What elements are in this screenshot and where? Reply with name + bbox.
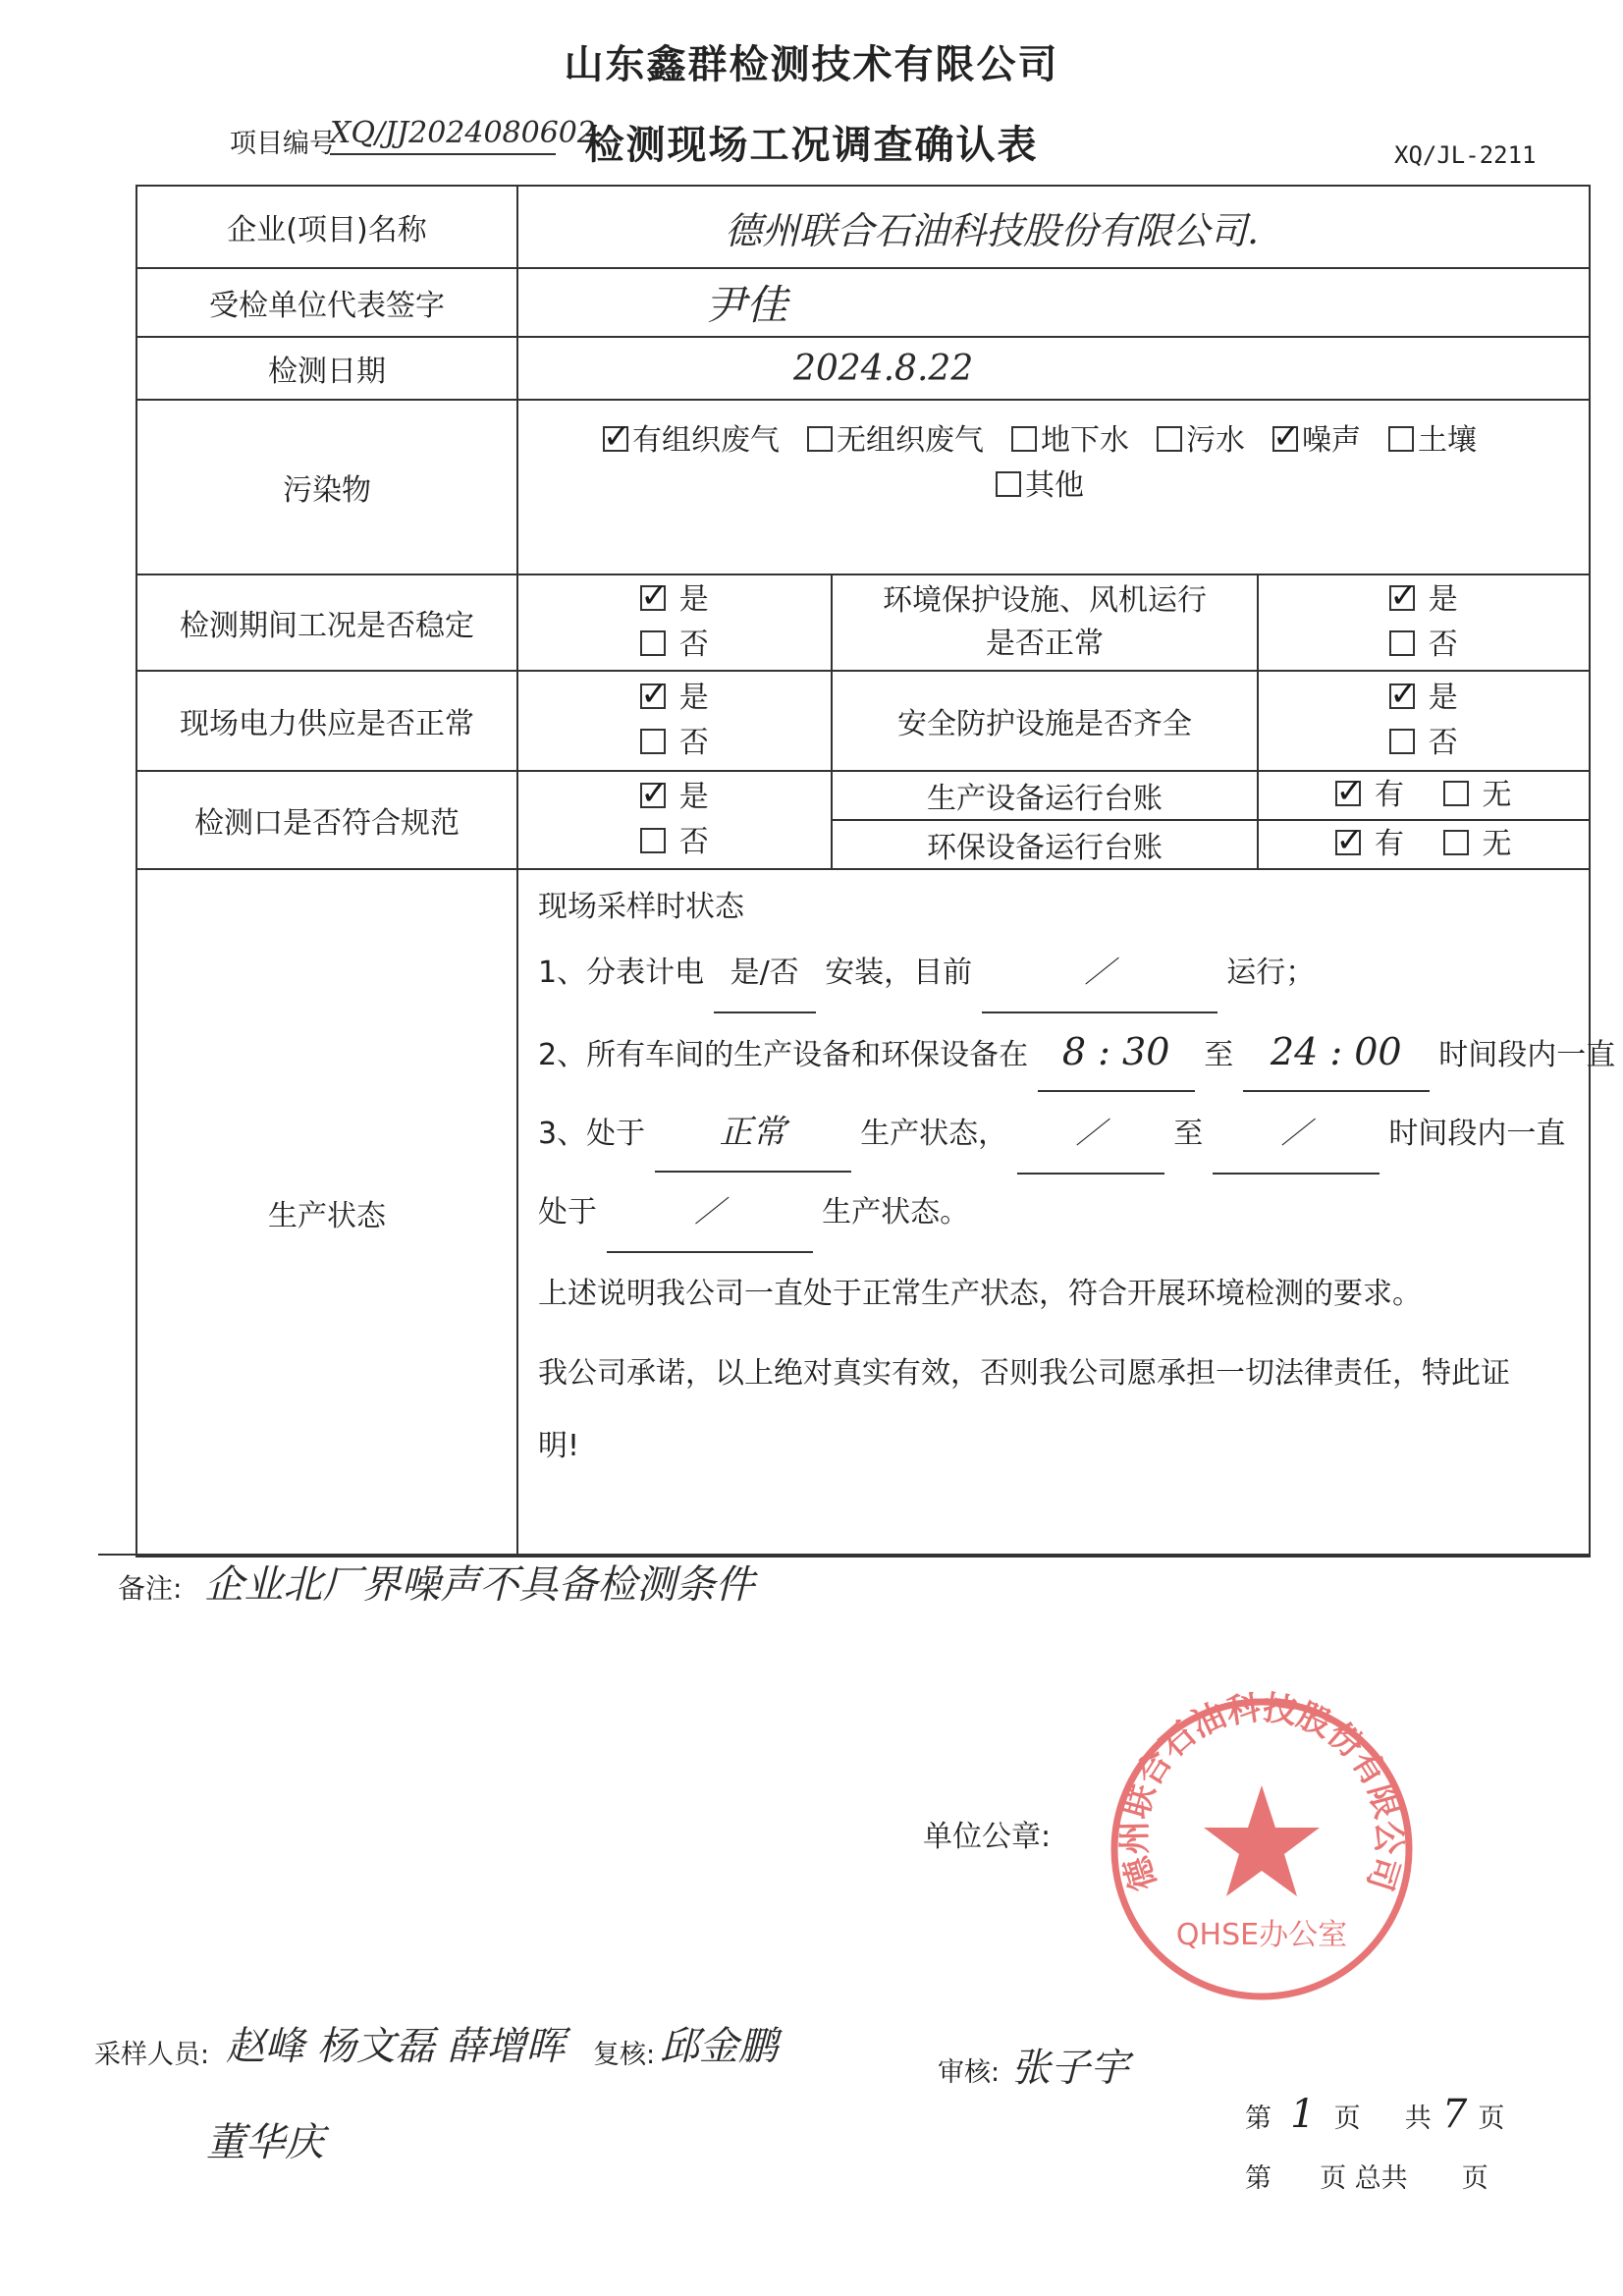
pollutant-option[interactable] bbox=[603, 418, 780, 464]
samplers-signatures: 赵峰 杨文磊 薛增晖 bbox=[226, 2024, 566, 2069]
choice-label: 有 bbox=[1365, 827, 1404, 861]
checkbox-icon[interactable] bbox=[640, 630, 666, 656]
choice-option[interactable] bbox=[1389, 582, 1458, 617]
checkbox-icon[interactable] bbox=[1443, 830, 1469, 855]
status-statement-2: 我公司承诺，以上绝对真实有效，否则我公司愿承担一切法律责任，特此证 bbox=[538, 1356, 1510, 1391]
company-seal-stamp bbox=[1098, 1687, 1426, 2011]
form-code: XQ/JL-2211 bbox=[1394, 141, 1537, 169]
pollutant-option[interactable] bbox=[996, 464, 1084, 509]
company-name: 山东鑫群检测技术有限公司 bbox=[564, 41, 1059, 87]
port-choice bbox=[517, 771, 832, 869]
choice-option[interactable] bbox=[1389, 726, 1458, 760]
status-line-1: 1、分表计电 是/否 安装，目前 ／ 运行； bbox=[538, 935, 1589, 1013]
env-ledger-choice bbox=[1258, 820, 1590, 869]
pollutant-option[interactable] bbox=[1272, 418, 1361, 464]
seal-label: 单位公章: bbox=[923, 1820, 1052, 1854]
checkbox-icon[interactable] bbox=[1388, 426, 1414, 452]
date-label: 检测日期 bbox=[136, 337, 517, 400]
row-port bbox=[136, 771, 1590, 820]
choice-label: 有 bbox=[1365, 778, 1404, 812]
checked-box-icon[interactable] bbox=[1335, 781, 1361, 806]
enterprise-value: 德州联合石油科技股份有限公司. bbox=[517, 186, 1590, 268]
prod-ledger-choice bbox=[1258, 771, 1590, 820]
env-ledger-label: 环保设备运行台账 bbox=[832, 820, 1258, 869]
env-fan-choice bbox=[1258, 574, 1590, 671]
rep-signature: 尹佳 bbox=[517, 268, 1590, 337]
prod-ledger-label: 生产设备运行台账 bbox=[832, 771, 1258, 820]
choice-option[interactable] bbox=[1443, 827, 1512, 861]
svg-text:QHSE办公室: QHSE办公室 bbox=[1175, 1918, 1348, 1952]
choice-option[interactable] bbox=[640, 726, 709, 760]
status-label: 生产状态 bbox=[136, 869, 517, 1557]
auditor-signature: 张子宇 bbox=[1011, 2046, 1129, 2091]
choice-option[interactable] bbox=[1389, 681, 1458, 715]
form-title: 检测现场工况调查确认表 bbox=[584, 122, 1039, 168]
svg-text:德州联合石油科技股份有限公司: 德州联合石油科技股份有限公司 bbox=[1114, 1688, 1409, 1896]
safety-choice bbox=[1258, 671, 1590, 771]
pollutant-options bbox=[517, 400, 1590, 574]
rep-label: 受检单位代表签字 bbox=[136, 268, 517, 337]
pollutant-option[interactable] bbox=[1011, 418, 1129, 464]
date-value: 2024.8.22 bbox=[517, 337, 1590, 400]
choice-label: 否 bbox=[670, 726, 709, 760]
checkbox-icon[interactable] bbox=[807, 426, 833, 452]
status-line-4: 处于 ／ 生产状态。 bbox=[538, 1175, 1589, 1253]
checked-box-icon[interactable] bbox=[1389, 683, 1415, 709]
remarks-value: 企业北厂界噪声不具备检测条件 bbox=[204, 1562, 755, 1608]
pollutant-option-label: 无组织废气 bbox=[837, 423, 984, 458]
row-production-status bbox=[136, 869, 1590, 1557]
checkbox-icon[interactable] bbox=[1389, 630, 1415, 656]
auditor-label: 审核: bbox=[938, 2057, 1001, 2088]
row-representative bbox=[136, 268, 1590, 337]
survey-table bbox=[135, 185, 1616, 1558]
remarks-divider bbox=[98, 1554, 1591, 1556]
row-enterprise bbox=[136, 186, 1590, 268]
choice-label: 是 bbox=[670, 681, 709, 715]
power-label: 现场电力供应是否正常 bbox=[136, 671, 517, 771]
checked-box-icon[interactable] bbox=[640, 683, 666, 709]
choice-label: 是 bbox=[1419, 681, 1458, 715]
status-line-3: 3、处于 正常 生产状态， ／ 至 ／ 时间段内一直 bbox=[538, 1094, 1589, 1175]
choice-option[interactable] bbox=[640, 628, 709, 662]
row-date bbox=[136, 337, 1590, 400]
choice-label: 是 bbox=[1419, 582, 1458, 617]
sampler-signature-4: 董华庆 bbox=[206, 2120, 324, 2165]
checked-box-icon[interactable] bbox=[1335, 830, 1361, 855]
status-line-2: 2、所有车间的生产设备和环保设备在 8 : 30 至 24 : 00 时间段内一直 bbox=[538, 1013, 1589, 1094]
checkbox-icon[interactable] bbox=[996, 471, 1021, 497]
env-fan-label: 环境保护设施、风机运行 是否正常 bbox=[832, 574, 1258, 671]
choice-label: 否 bbox=[670, 825, 709, 859]
choice-option[interactable] bbox=[640, 780, 709, 814]
pollutant-option-label: 污水 bbox=[1186, 423, 1245, 458]
pollutant-option-label: 其他 bbox=[1025, 468, 1084, 503]
choice-option[interactable] bbox=[640, 681, 709, 715]
status-statement-1: 上述说明我公司一直处于正常生产状态，符合开展环境检测的要求。 bbox=[538, 1277, 1422, 1311]
row-stable bbox=[136, 574, 1590, 671]
project-no-value: XQ/JJ2024080602 bbox=[330, 114, 556, 155]
pollutant-option-label: 噪声 bbox=[1302, 423, 1361, 458]
choice-option[interactable] bbox=[1443, 778, 1512, 812]
reviewer-signature: 邱金鹏 bbox=[660, 2024, 778, 2069]
row-pollutants bbox=[136, 400, 1590, 574]
choice-label: 否 bbox=[1419, 628, 1458, 662]
remarks-label: 备注: bbox=[118, 1572, 183, 1605]
remarks bbox=[118, 1554, 754, 1610]
choice-label: 否 bbox=[670, 628, 709, 662]
status-heading: 现场采样时状态 bbox=[538, 890, 744, 924]
stable-label: 检测期间工况是否稳定 bbox=[136, 574, 517, 671]
pollutant-option-label: 有组织废气 bbox=[632, 423, 780, 458]
choice-option[interactable] bbox=[640, 582, 709, 617]
power-choice bbox=[517, 671, 832, 771]
choice-label: 是 bbox=[670, 582, 709, 617]
checked-box-icon[interactable] bbox=[640, 783, 666, 808]
samplers-label: 采样人员: bbox=[94, 2040, 210, 2070]
pollutant-option-label: 地下水 bbox=[1041, 423, 1129, 458]
pollutant-option[interactable] bbox=[1157, 418, 1245, 464]
status-statement-3: 明! bbox=[538, 1429, 580, 1463]
checkbox-icon[interactable] bbox=[1443, 781, 1469, 806]
choice-option[interactable] bbox=[1389, 628, 1458, 662]
checked-box-icon[interactable] bbox=[1389, 585, 1415, 611]
pollutant-option[interactable] bbox=[807, 418, 984, 464]
checked-box-icon[interactable] bbox=[603, 426, 628, 452]
choice-label: 是 bbox=[670, 780, 709, 814]
choice-option[interactable] bbox=[1335, 778, 1404, 812]
checked-box-icon[interactable] bbox=[640, 585, 666, 611]
enterprise-label: 企业(项目)名称 bbox=[136, 186, 517, 268]
pollutant-option[interactable] bbox=[1388, 418, 1477, 464]
page-total: 第 页 总共 页 bbox=[1245, 2163, 1488, 2194]
choice-label: 否 bbox=[1419, 726, 1458, 760]
row-power bbox=[136, 671, 1590, 771]
choice-option[interactable] bbox=[640, 825, 709, 859]
status-content bbox=[517, 869, 1616, 1557]
pollutant-option-label: 土壤 bbox=[1418, 423, 1477, 458]
checkbox-icon[interactable] bbox=[640, 729, 666, 754]
checkbox-icon[interactable] bbox=[1389, 729, 1415, 754]
checkbox-icon[interactable] bbox=[640, 828, 666, 853]
choice-option[interactable] bbox=[1335, 827, 1404, 861]
checked-box-icon[interactable] bbox=[1272, 426, 1298, 452]
port-label: 检测口是否符合规范 bbox=[136, 771, 517, 869]
reviewer-label: 复核: bbox=[593, 2040, 656, 2070]
checkbox-icon[interactable] bbox=[1011, 426, 1037, 452]
choice-label: 无 bbox=[1473, 778, 1512, 812]
choice-label: 无 bbox=[1473, 827, 1512, 861]
checkbox-icon[interactable] bbox=[1157, 426, 1182, 452]
pollutant-label: 污染物 bbox=[136, 400, 517, 574]
stable-choice bbox=[517, 574, 832, 671]
safety-label: 安全防护设施是否齐全 bbox=[832, 671, 1258, 771]
project-no-label: 项目编号 bbox=[230, 129, 336, 159]
page-number: 第 1 页 共 7 页 bbox=[1245, 2092, 1505, 2137]
